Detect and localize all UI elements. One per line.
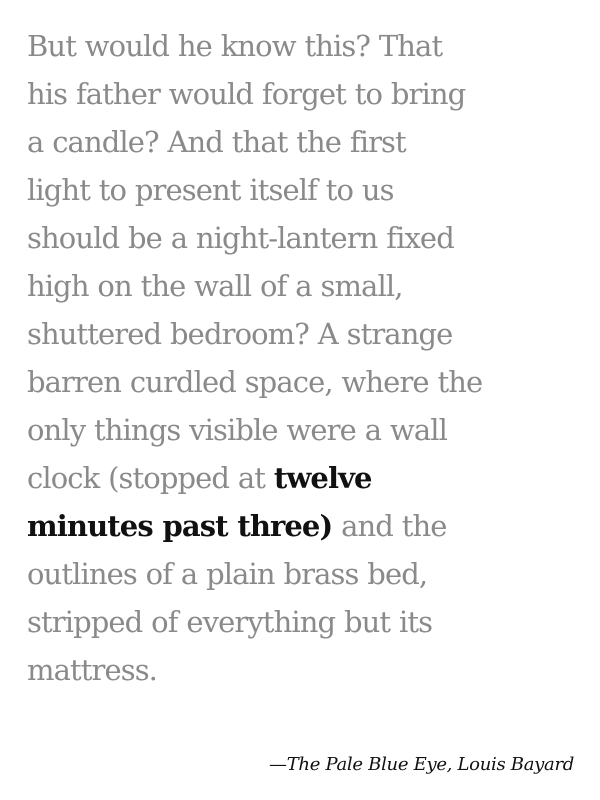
attribution: —The Pale Blue Eye, Louis Bayard [269,754,574,775]
quote-line: light to present itself to us [27,173,394,207]
quote-line: mattress. [27,653,158,687]
quote-line: high on the wall of a small, [27,269,403,303]
quote-line [27,454,587,502]
quote-line: only things visible were a wall [27,413,447,447]
quote-line: his father would forget to bring [27,77,466,111]
quote-line: a candle? And that the first [27,125,406,159]
quote-line: outlines of a plain brass bed, [27,557,428,591]
quote-line: But would he know this? That [27,29,443,63]
quote-line [27,502,587,550]
quote-line: shuttered bedroom? A strange [27,317,453,351]
highlighted-phrase: minutes past three) [27,509,333,543]
quote-line: should be a night-lantern fixed [27,221,454,255]
quote-text [27,22,587,694]
highlighted-phrase: twelve [273,461,372,495]
quote-fragment: clock (stopped at [27,461,274,495]
quote-line: barren curdled space, where the [27,365,483,399]
quote-line: stripped of everything but its [27,605,433,639]
quote-fragment: and the [332,509,447,543]
